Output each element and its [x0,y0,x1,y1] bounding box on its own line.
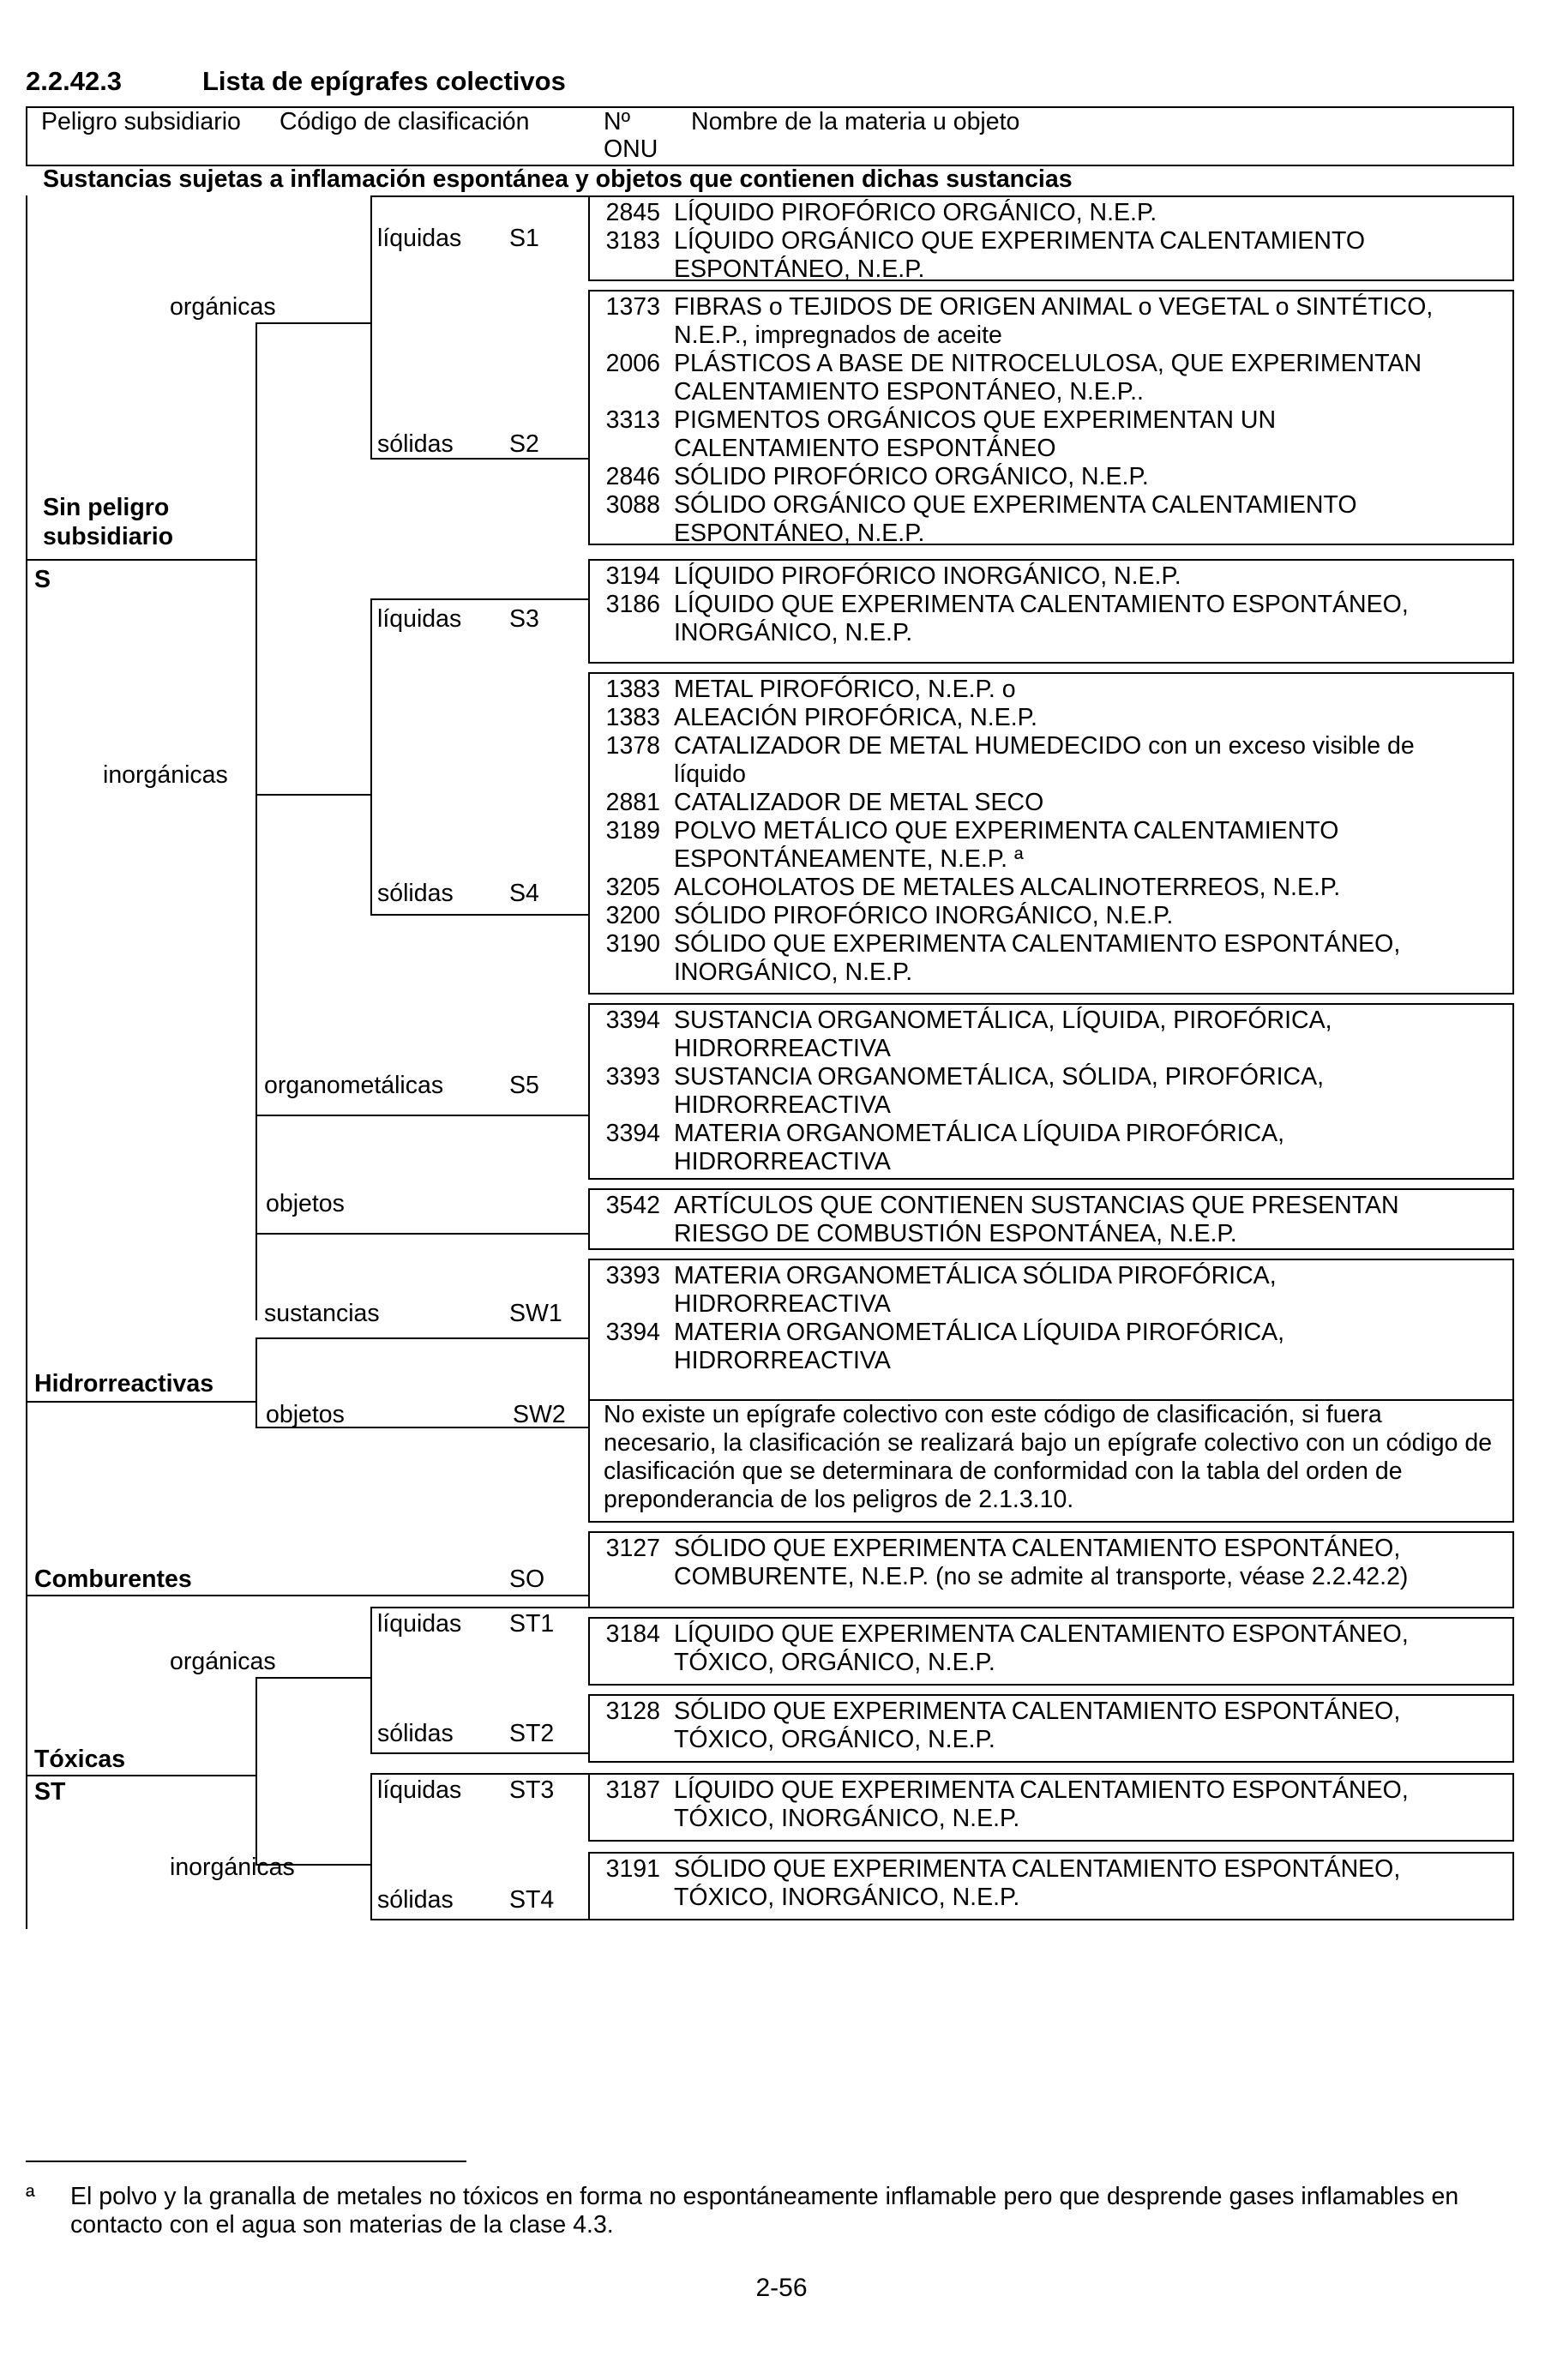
label-comburentes: Comburentes [34,1566,192,1593]
un-number: 1383 [605,704,660,731]
box-objetos [588,1188,1514,1250]
material-name-line: N.E.P., impregnados de aceite [674,322,1002,349]
line-s3 [370,598,588,600]
material-name-line: COMBURENTE, N.E.P. (no se admite al transporte, véase 2.2.42.2) [674,1563,1409,1590]
label-liquidas-s3: líquidas [377,605,462,633]
section-title: Lista de epígrafes colectivos [202,66,566,96]
branch-vertical-s [255,322,257,1320]
label-st: ST [34,1778,66,1806]
branch-organicas [370,195,372,460]
material-name-line: SUSTANCIA ORGANOMETÁLICA, SÓLIDA, PIROFÓRICA, [674,1063,1325,1091]
label-liquidas-s1: líquidas [377,225,462,252]
material-name-line: INORGÁNICO, N.E.P. [674,959,913,986]
entry-sw1-1 [604,1319,1495,1375]
un-number: 3189 [605,817,660,844]
un-number: 3394 [605,1120,660,1147]
un-number: 2846 [605,463,660,490]
line-organicas [255,322,372,324]
line-so [26,1595,588,1596]
label-tox-organicas: orgánicas [170,1648,276,1675]
material-name-line: PIGMENTOS ORGÁNICOS QUE EXPERIMENTAN UN [674,406,1277,434]
material-name-line: MATERIA ORGANOMETÁLICA LÍQUIDA PIROFÓRICA, [674,1319,1285,1346]
un-number: 3187 [605,1776,660,1804]
entry-s4-2 [604,732,1495,789]
material-name-line: TÓXICO, INORGÁNICO, N.E.P. [674,1884,1020,1911]
entry-sw1-0 [604,1262,1495,1319]
box-st2 [588,1694,1514,1763]
line-st1 [370,1607,588,1608]
code-s5: S5 [509,1072,539,1099]
un-number: 3394 [605,1319,660,1346]
code-st4: ST4 [509,1886,555,1914]
material-name-line: LÍQUIDO PIROFÓRICO INORGÁNICO, N.E.P. [674,562,1181,590]
material-name-line: MATERIA ORGANOMETÁLICA SÓLIDA PIROFÓRICA, [674,1262,1277,1289]
branch-tox-organicas [370,1607,372,1754]
branch-tox-inorganicas [370,1773,372,1920]
label-tox-inorganicas: inorgánicas [170,1854,295,1881]
material-name-line: SÓLIDO PIROFÓRICO INORGÁNICO, N.E.P. [674,902,1174,929]
entry-s2-4 [604,491,1495,548]
line-hidrorreactivas [26,1401,257,1403]
entry-s3-0 [604,562,1495,591]
entry-s4-5 [604,874,1495,902]
header-no-onu-2: ONU [604,135,658,163]
material-name-line: SÓLIDO QUE EXPERIMENTA CALENTAMIENTO ESPONTÁNEO, [674,1535,1401,1562]
un-number: 2006 [605,350,660,377]
entry-s4-4 [604,817,1495,874]
un-number: 3393 [605,1262,660,1289]
label-liquidas-st1: líquidas [377,1610,462,1638]
material-name-line: CATALIZADOR DE METAL HUMEDECIDO con un exceso visible de [674,732,1415,760]
label-sustancias: sustancias [264,1300,380,1327]
un-number: 3190 [605,930,660,958]
entry-st3-0 [604,1776,1495,1833]
label-solidas-st4: sólidas [377,1886,454,1914]
material-name-line: CALENTAMIENTO ESPONTÁNEO, N.E.P.. [674,378,1144,406]
header-peligro-subsidiario: Peligro subsidiario [41,108,241,135]
material-name-line: FIBRAS o TEJIDOS DE ORIGEN ANIMAL o VEGETAL o SINTÉTICO, [674,293,1434,321]
branch-toxicas [255,1677,257,1866]
material-name-line: LÍQUIDO ORGÁNICO QUE EXPERIMENTA CALENTAMIENTO [674,227,1366,255]
code-sw1: SW1 [509,1300,562,1327]
entry-s5-0 [604,1007,1495,1063]
material-name-line: RIESGO DE COMBUSTIÓN ESPONTÁNEA, N.E.P. [674,1220,1237,1247]
entry-s5-2 [604,1120,1495,1176]
un-number: 1373 [605,293,660,321]
footnote-text: El polvo y la granalla de metales no tóxicos en forma no espontáneamente inflamable pero que desprende gases inflamables en contacto con el agua son materias de la clase 4.3. [70,2183,1459,2239]
code-s1: S1 [509,225,539,252]
line-st4 [370,1919,588,1920]
sw2-text: No existe un epígrafe colectivo con este código de clasificación, si fuera necesario, la clasificación se realizará bajo un epígrafe colectivo con un código de clasificación que se determinara de conformidad con la tabla del orden de preponderancia de los peligros de 2.1.3.10. [604,1401,1493,1513]
material-name-line: TÓXICO, ORGÁNICO, N.E.P. [674,1726,995,1753]
code-s3: S3 [509,605,539,633]
entry-objetos-0 [604,1192,1495,1248]
line-s [26,559,257,561]
line-toxicas [26,1775,257,1776]
code-so: SO [509,1566,545,1593]
un-number: 3186 [605,591,660,618]
box-st4 [588,1852,1514,1920]
label-solidas-s2: sólidas [377,430,454,458]
label-inorganicas: inorgánicas [103,761,228,789]
line-st2 [370,1752,588,1754]
branch-hidrorreactivas [255,1337,257,1427]
line-s4 [370,914,588,916]
label-objetos: objetos [266,1190,345,1217]
un-number: 2845 [605,199,660,226]
material-name-line: CATALIZADOR DE METAL SECO [674,789,1044,816]
box-s1 [588,195,1514,281]
un-number: 3184 [605,1620,660,1648]
material-name-line: HIDRORREACTIVA [674,1290,891,1318]
entry-s1-1 [604,227,1495,284]
un-number: 1378 [605,732,660,760]
code-st3: ST3 [509,1776,555,1804]
un-number: 3394 [605,1007,660,1034]
material-name-line: PLÁSTICOS A BASE DE NITROCELULOSA, QUE EXPERIMENTAN [674,350,1422,377]
code-s4: S4 [509,880,539,907]
material-name-line: LÍQUIDO QUE EXPERIMENTA CALENTAMIENTO ESPONTÁNEO, [674,591,1409,618]
un-number: 3128 [605,1698,660,1725]
subheader: Sustancias sujetas a inflamación espontánea y objetos que contienen dichas sustancias [43,165,1073,193]
label-organicas: orgánicas [170,293,276,321]
box-so [588,1531,1514,1608]
entry-s1-0 [604,199,1495,227]
material-name-line: SÓLIDO ORGÁNICO QUE EXPERIMENTA CALENTAMIENTO [674,491,1357,519]
label-sin-peligro-1: Sin peligro [43,494,170,521]
code-st1: ST1 [509,1610,555,1638]
label-solidas-st2: sólidas [377,1720,454,1747]
header-nombre-materia: Nombre de la materia u objeto [691,108,1020,135]
un-number: 3183 [605,227,660,255]
label-objetos-sw2: objetos [266,1401,345,1428]
un-number: 3191 [605,1855,660,1883]
box-sw1 [588,1259,1514,1401]
line-st3 [370,1773,588,1775]
entry-s4-3 [604,789,1495,817]
label-solidas-s4: sólidas [377,880,454,907]
line-sw1 [255,1337,588,1339]
material-name-line: HIDRORREACTIVA [674,1035,891,1062]
header-no-onu-1: Nº [604,108,630,135]
material-name-line: SÓLIDO QUE EXPERIMENTA CALENTAMIENTO ESPONTÁNEO, [674,1698,1401,1725]
footnote-mark: ª [26,2183,35,2210]
header-codigo-clasificacion: Código de clasificación [280,108,530,135]
entry-s2-3 [604,463,1495,491]
un-number: 3205 [605,874,660,901]
entry-s4-6 [604,902,1495,930]
label-sin-peligro-2: subsidiario [43,523,174,550]
label-toxicas: Tóxicas [34,1746,126,1773]
line-objetos [255,1233,588,1235]
un-number: 3542 [605,1192,660,1219]
line-s5 [255,1115,588,1116]
un-number: 3393 [605,1063,660,1091]
entry-s2-2 [604,406,1495,463]
material-name-line: POLVO METÁLICO QUE EXPERIMENTA CALENTAMIENTO [674,817,1339,844]
material-name-line: LÍQUIDO QUE EXPERIMENTA CALENTAMIENTO ESPONTÁNEO, [674,1620,1409,1648]
entry-s4-1 [604,704,1495,732]
entry-s2-0 [604,293,1495,350]
un-number: 3088 [605,491,660,519]
un-number: 3194 [605,562,660,590]
material-name-line: CALENTAMIENTO ESPONTÁNEO [674,435,1056,462]
line-inorganicas [255,794,372,796]
un-number: 3313 [605,406,660,434]
material-name-line: ESPONTÁNEO, N.E.P. [674,520,925,547]
box-s2 [588,290,1514,545]
label-liquidas-st3: líquidas [377,1776,462,1804]
page-number: 2-56 [755,2274,808,2302]
box-s5 [588,1003,1514,1180]
code-st2: ST2 [509,1720,555,1747]
material-name-line: METAL PIROFÓRICO, N.E.P. o [674,676,1016,703]
material-name-line: LÍQUIDO PIROFÓRICO ORGÁNICO, N.E.P. [674,199,1157,226]
entry-st2-0 [604,1698,1495,1754]
label-s: S [34,566,51,593]
entry-st1-0 [604,1620,1495,1677]
material-name-line: líquido [674,760,746,788]
material-name-line: SUSTANCIA ORGANOMETÁLICA, LÍQUIDA, PIROFÓRICA, [674,1007,1332,1034]
label-organometalicas: organometálicas [264,1072,444,1099]
material-name-line: ESPONTÁNEO, N.E.P. [674,255,925,283]
entry-s2-1 [604,350,1495,406]
table-header [26,106,1514,166]
section-number: 2.2.42.3 [26,66,123,96]
box-st3 [588,1773,1514,1842]
un-number: 1383 [605,676,660,703]
line-tox-organicas [255,1677,372,1679]
material-name-line: INORGÁNICO, N.E.P. [674,619,913,646]
label-hidrorreactivas: Hidrorreactivas [34,1370,214,1397]
entry-so-0 [604,1535,1495,1591]
box-s3 [588,559,1514,664]
code-sw2: SW2 [513,1401,566,1428]
material-name-line: SÓLIDO QUE EXPERIMENTA CALENTAMIENTO ESPONTÁNEO, [674,930,1401,958]
un-number: 3200 [605,902,660,929]
code-s2: S2 [509,430,539,458]
box-st1 [588,1617,1514,1686]
box-sw2 [588,1399,1514,1523]
un-number: 3127 [605,1535,660,1562]
material-name-line: MATERIA ORGANOMETÁLICA LÍQUIDA PIROFÓRICA, [674,1120,1285,1147]
entry-s4-0 [604,676,1495,704]
line-s1 [370,195,588,197]
material-name-line: ALEACIÓN PIROFÓRICA, N.E.P. [674,704,1037,731]
entry-s5-1 [604,1063,1495,1120]
material-name-line: TÓXICO, ORGÁNICO, N.E.P. [674,1649,995,1676]
material-name-line: HIDRORREACTIVA [674,1347,891,1374]
material-name-line: SÓLIDO QUE EXPERIMENTA CALENTAMIENTO ESPONTÁNEO, [674,1855,1401,1883]
footnote-rule [26,2161,466,2162]
material-name-line: SÓLIDO PIROFÓRICO ORGÁNICO, N.E.P. [674,463,1149,490]
material-name-line: TÓXICO, INORGÁNICO, N.E.P. [674,1805,1020,1832]
entry-s4-7 [604,930,1495,987]
material-name-line: ESPONTÁNEAMENTE, N.E.P. ª [674,845,1024,873]
branch-inorganicas [370,598,372,916]
main-vertical-line [26,195,27,1929]
material-name-line: HIDRORREACTIVA [674,1091,891,1119]
material-name-line: ARTÍCULOS QUE CONTIENEN SUSTANCIAS QUE PRESENTAN [674,1192,1399,1219]
material-name-line: ALCOHOLATOS DE METALES ALCALINOTERREOS, N.E.P. [674,874,1341,901]
material-name-line: HIDRORREACTIVA [674,1148,891,1175]
entry-s3-1 [604,591,1495,647]
un-number: 2881 [605,789,660,816]
box-s4 [588,672,1514,995]
entry-st4-0 [604,1855,1495,1912]
material-name-line: LÍQUIDO QUE EXPERIMENTA CALENTAMIENTO ESPONTÁNEO, [674,1776,1409,1804]
